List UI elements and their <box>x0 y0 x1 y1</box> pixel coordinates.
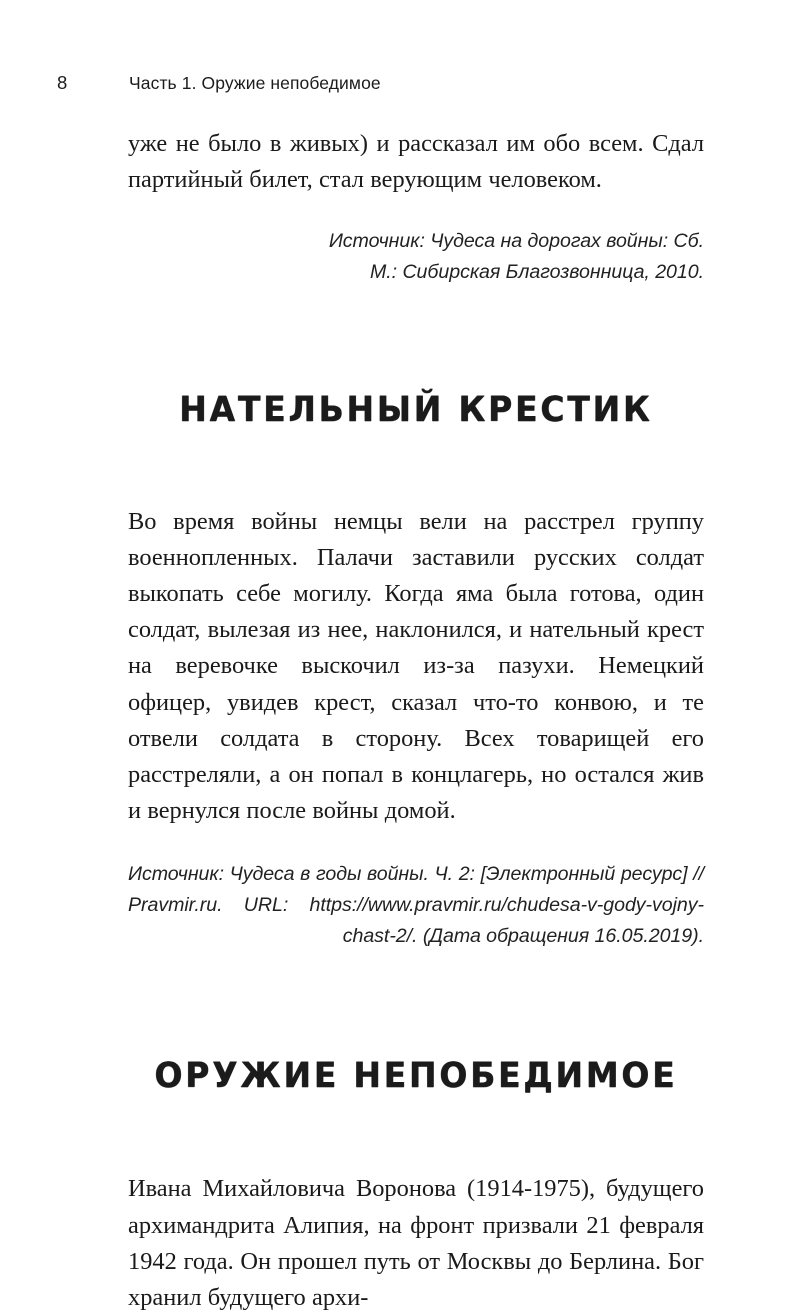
section-1-paragraph: Во время войны немцы вели на расстрел группу военнопленных. Палачи заставили русских солдат выкопать себе могилу. Когда яма была готова, один солдат, вылезая из нее, наклонился, и нательный крест на веревочке выскочил из-за пазухи. Немецкий офицер, увидев крест, сказал что-то конвою, и те отвели солдата в сторону. Всех товарищей его расстреляли, а он попал в концлагерь, но остался жив и вернулся после войны домой. <box>128 507 704 825</box>
citation-block-1 <box>128 226 704 288</box>
section-heading-glyphs: НАТЕЛЬНЫЙ КРЕСТИК <box>179 390 653 431</box>
text-column <box>128 126 704 1316</box>
citation-block-2: Источник: Чудеса в годы войны. Ч. 2: [Электронный ресурс] // Pravmir.ru. URL: https://www.pravmir.ru/chudesa-v-gody-vojny-chast-2/. (Дата обращения 16.05.2019). <box>128 863 704 948</box>
citation-line: М.: Сибирская Благозвонница, 2010. <box>370 261 704 284</box>
citation-line: Источник: Чудеса на дорогах войны: Сб. <box>328 230 704 253</box>
opening-paragraph: уже не было в живых) и рассказал им обо всем. Сдал партийный билет, стал верующим человеком. <box>128 130 704 194</box>
running-head <box>57 72 717 98</box>
section-heading-oruzhie-nepobedimoe <box>145 1056 686 1097</box>
section-heading-natelny-krestik <box>145 390 686 431</box>
page-number: 8 <box>57 72 68 93</box>
section-heading-glyphs: ОРУЖИЕ НЕПОБЕДИМОЕ <box>154 1056 678 1097</box>
running-head-title: Часть 1. Оружие непобедимое <box>129 73 381 93</box>
section-2-paragraph: Ивана Михайловича Воронова (1914-1975), будущего архимандрита Алипия, на фронт призвали 21 февраля 1942 года. Он прошел путь от Москвы до Берлина. Бог хранил будущего архи- <box>128 1175 704 1312</box>
